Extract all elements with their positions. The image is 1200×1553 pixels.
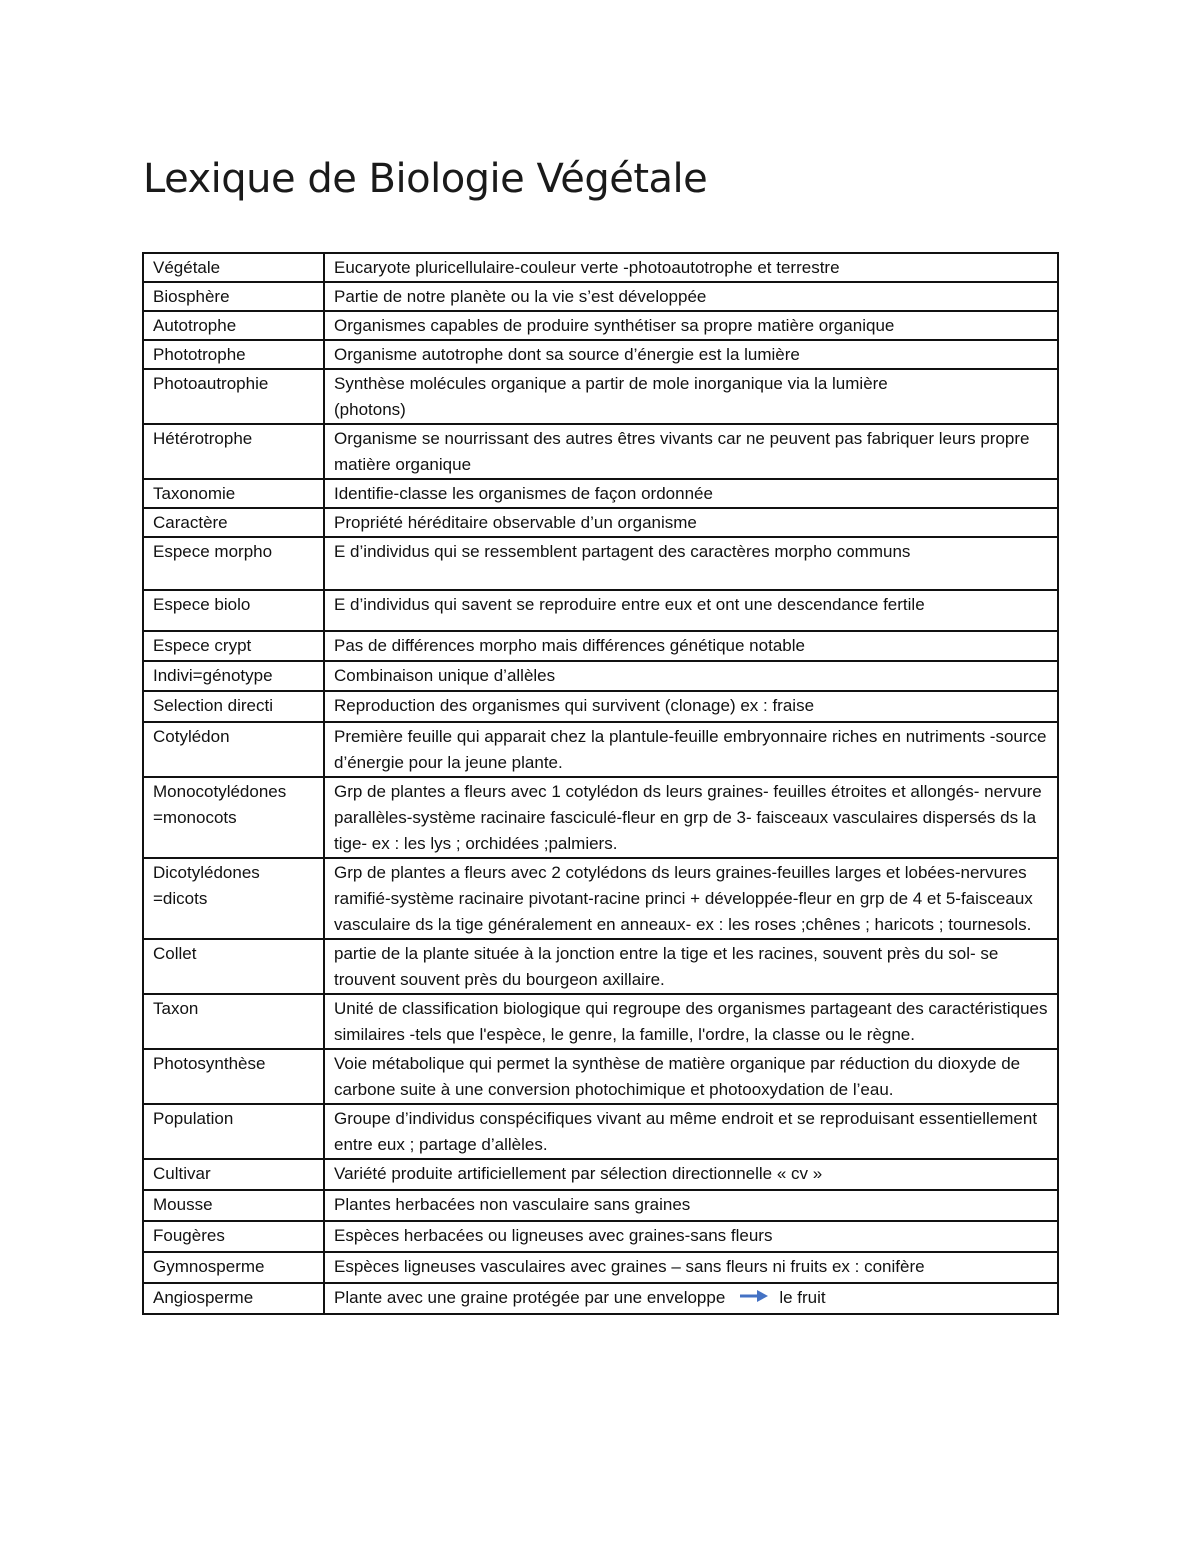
definition-cell: Organisme se nourrissant des autres êtres vivants car ne peuvent pas fabriquer leurs propre matière organique [324, 424, 1058, 479]
term-cell: Cotylédon [143, 722, 324, 777]
term-cell: Espece morpho [143, 537, 324, 590]
term-cell: Selection directi [143, 691, 324, 722]
definition-cell: Combinaison unique d’allèles [324, 661, 1058, 691]
definition-cell: Voie métabolique qui permet la synthèse de matière organique par réduction du dioxyde de carbone suite à une conversion photochimique et photooxydation de l’eau. [324, 1049, 1058, 1104]
definition-cell: Identifie-classe les organismes de façon ordonnée [324, 479, 1058, 508]
definition-cell: Reproduction des organismes qui survivent (clonage) ex : fraise [324, 691, 1058, 722]
term-cell: Photosynthèse [143, 1049, 324, 1104]
term-cell: Biosphère [143, 282, 324, 311]
term-cell: Photoautrophie [143, 369, 324, 424]
definition-cell: Variété produite artificiellement par sélection directionnelle « cv » [324, 1159, 1058, 1190]
term-cell: Espece biolo [143, 590, 324, 631]
table-row [143, 858, 1058, 939]
term-cell: Indivi=génotype [143, 661, 324, 691]
definition-cell: Groupe d’individus conspécifiques vivant au même endroit et se reproduisant essentiellement entre eux ; partage d’allèles. [324, 1104, 1058, 1159]
term-cell: Monocotylédones =monocots [143, 777, 324, 858]
term-cell: Caractère [143, 508, 324, 537]
definition-cell: Partie de notre planète ou la vie s’est développée [324, 282, 1058, 311]
definition-cell: Pas de différences morpho mais différences génétique notable [324, 631, 1058, 661]
term-cell: Mousse [143, 1190, 324, 1221]
table-row [143, 1049, 1058, 1104]
table-row [143, 939, 1058, 994]
definition-cell: Plantes herbacées non vasculaire sans graines [324, 1190, 1058, 1221]
table-row [143, 1159, 1058, 1190]
term-cell: Fougères [143, 1221, 324, 1252]
page-title: Lexique de Biologie Végétale [143, 156, 708, 202]
term-cell: Dicotylédones =dicots [143, 858, 324, 939]
term-cell: Collet [143, 939, 324, 994]
table-row [143, 1104, 1058, 1159]
table-row [143, 282, 1058, 311]
definition-cell: Organismes capables de produire synthétiser sa propre matière organique [324, 311, 1058, 340]
lexicon-table-body [143, 253, 1058, 1314]
definition-cell: Organisme autotrophe dont sa source d’énergie est la lumière [324, 340, 1058, 369]
right-arrow-icon [739, 1286, 769, 1312]
table-row [143, 508, 1058, 537]
term-cell: Hétérotrophe [143, 424, 324, 479]
definition-text-after-arrow: le fruit [779, 1288, 826, 1307]
definition-cell: Espèces herbacées ou ligneuses avec graines-sans fleurs [324, 1221, 1058, 1252]
table-row [143, 1221, 1058, 1252]
table-row [143, 722, 1058, 777]
table-row [143, 631, 1058, 661]
definition-cell: Eucaryote pluricellulaire-couleur verte -photoautotrophe et terrestre [324, 253, 1058, 282]
term-cell: Taxonomie [143, 479, 324, 508]
table-row [143, 340, 1058, 369]
definition-cell [324, 1283, 1058, 1314]
lexicon-table [142, 252, 1059, 1315]
term-cell: Cultivar [143, 1159, 324, 1190]
definition-cell: E d’individus qui savent se reproduire entre eux et ont une descendance fertile [324, 590, 1058, 631]
definition-cell: Première feuille qui apparait chez la plantule-feuille embryonnaire riches en nutriments -source d’énergie pour la jeune plante. [324, 722, 1058, 777]
definition-cell: Synthèse molécules organique a partir de mole inorganique via la lumière (photons) [324, 369, 1058, 424]
table-row [143, 590, 1058, 631]
term-cell: Angiosperme [143, 1283, 324, 1314]
definition-cell: Espèces ligneuses vasculaires avec graines – sans fleurs ni fruits ex : conifère [324, 1252, 1058, 1283]
table-row [143, 311, 1058, 340]
table-row [143, 537, 1058, 590]
table-row [143, 369, 1058, 424]
definition-text-before-arrow: Plante avec une graine protégée par une enveloppe [334, 1288, 726, 1307]
table-row [143, 777, 1058, 858]
table-row [143, 1283, 1058, 1314]
table-row [143, 994, 1058, 1049]
definition-cell: Grp de plantes a fleurs avec 1 cotylédon ds leurs graines- feuilles étroites et allongés- nervure parallèles-système racinaire fasciculé-fleur en grp de 3- faisceaux vasculaires dispersés ds la tige- ex : les lys ; orchidées ;palmiers. [324, 777, 1058, 858]
table-row [143, 479, 1058, 508]
table-row [143, 253, 1058, 282]
definition-cell: Grp de plantes a fleurs avec 2 cotylédons ds leurs graines-feuilles larges et lobées-nervures ramifié-système racinaire pivotant-racine princi + développée-fleur en grp de 4 et 5-faisceaux vasculaire ds la tige généralement en anneaux- ex : les roses ;chênes ; haricots ; tournesols. [324, 858, 1058, 939]
term-cell: Autotrophe [143, 311, 324, 340]
definition-cell: Unité de classification biologique qui regroupe des organismes partageant des caractéristiques similaires -tels que l'espèce, le genre, la famille, l'ordre, la classe ou le règne. [324, 994, 1058, 1049]
term-cell: Phototrophe [143, 340, 324, 369]
definition-cell: Propriété héréditaire observable d’un organisme [324, 508, 1058, 537]
term-cell: Espece crypt [143, 631, 324, 661]
table-row [143, 691, 1058, 722]
term-cell: Population [143, 1104, 324, 1159]
term-cell: Végétale [143, 253, 324, 282]
term-cell: Taxon [143, 994, 324, 1049]
table-row [143, 1190, 1058, 1221]
table-row [143, 661, 1058, 691]
definition-cell: E d’individus qui se ressemblent partagent des caractères morpho communs [324, 537, 1058, 590]
term-cell: Gymnosperme [143, 1252, 324, 1283]
definition-cell: partie de la plante située à la jonction entre la tige et les racines, souvent près du sol- se trouvent souvent près du bourgeon axillaire. [324, 939, 1058, 994]
table-row [143, 424, 1058, 479]
table-row [143, 1252, 1058, 1283]
